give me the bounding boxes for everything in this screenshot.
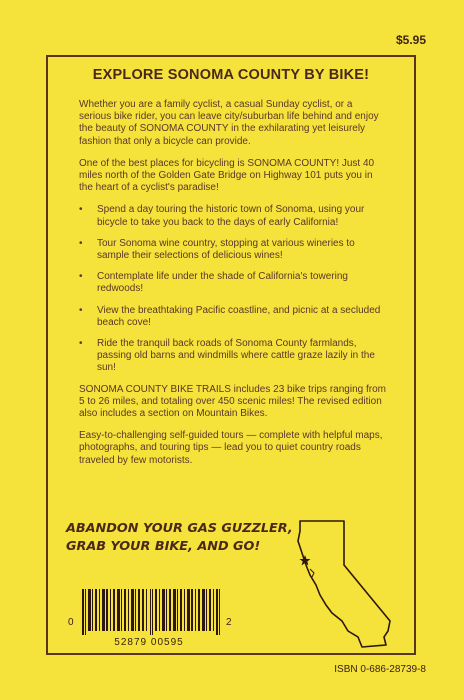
bullet-icon: • bbox=[79, 204, 83, 216]
location-paragraph: One of the best places for bicycling is SONOMA COUNTY! Just 40 miles north of the Golden Gate Bridge on Highway 101 puts you in the heart of a cyclist's paradise! bbox=[79, 157, 375, 194]
description-body bbox=[79, 99, 386, 477]
content-frame bbox=[46, 55, 416, 655]
list-item: • Contemplate life under the shade of California's towering redwoods! bbox=[79, 271, 348, 295]
bullet-icon: • bbox=[79, 338, 83, 350]
intro-paragraph: Whether you are a family cyclist, a casual Sunday cyclist, or a serious bike rider, you can leave city/suburban life behind and enjoy the beauty of SONOMA COUNTY in the exhilarating yet leisurely fashion that only a bicycle can provide. bbox=[79, 99, 379, 147]
trips-paragraph: SONOMA COUNTY BIKE TRAILS includes 23 bike trips ranging from 5 to 26 miles, and totaling over 450 scenic miles! The revised edition also includes a section on Mountain Bikes. bbox=[79, 383, 386, 420]
slogan bbox=[66, 520, 293, 556]
bullet-icon: • bbox=[79, 304, 83, 316]
slogan-line-2: GRAB YOUR BIKE, AND GO! bbox=[66, 539, 261, 554]
isbn-label: ISBN 0-686-28739-8 bbox=[334, 664, 426, 675]
tours-paragraph: Easy-to-challenging self-guided tours — complete with helpful maps, photographs, and touring tips — lead you to quiet country roads traveled by few motorists. bbox=[79, 430, 383, 466]
list-item: • Tour Sonoma wine country, stopping at various wineries to sample their selections of delicious wines! bbox=[79, 237, 355, 262]
barcode-left-digit: 0 bbox=[68, 617, 74, 628]
barcode-bars-icon bbox=[64, 589, 269, 637]
barcode-right-digit: 2 bbox=[226, 617, 232, 628]
headline: EXPLORE SONOMA COUNTY BY BIKE! bbox=[92, 67, 370, 83]
list-item: • Ride the tranquil back roads of Sonoma County farmlands, passing old barns and windmills where cattle graze lazily in the sun! bbox=[79, 338, 375, 374]
bullet-icon: • bbox=[79, 237, 83, 249]
slogan-line-1: ABANDON YOUR GAS GUZZLER, bbox=[66, 521, 293, 536]
list-item: • Spend a day touring the historic town of Sonoma, using your bicycle to take you back to the days of early California! bbox=[79, 204, 365, 228]
highlights-list bbox=[79, 204, 386, 374]
list-item: • View the breathtaking Pacific coastline, and picnic at a secluded beach cove! bbox=[79, 304, 381, 328]
bullet-icon: • bbox=[79, 271, 83, 283]
barcode-number: 52879 00595 bbox=[114, 637, 184, 648]
price-label: $5.95 bbox=[395, 33, 426, 47]
barcode bbox=[64, 589, 269, 649]
california-map-icon bbox=[292, 513, 402, 653]
